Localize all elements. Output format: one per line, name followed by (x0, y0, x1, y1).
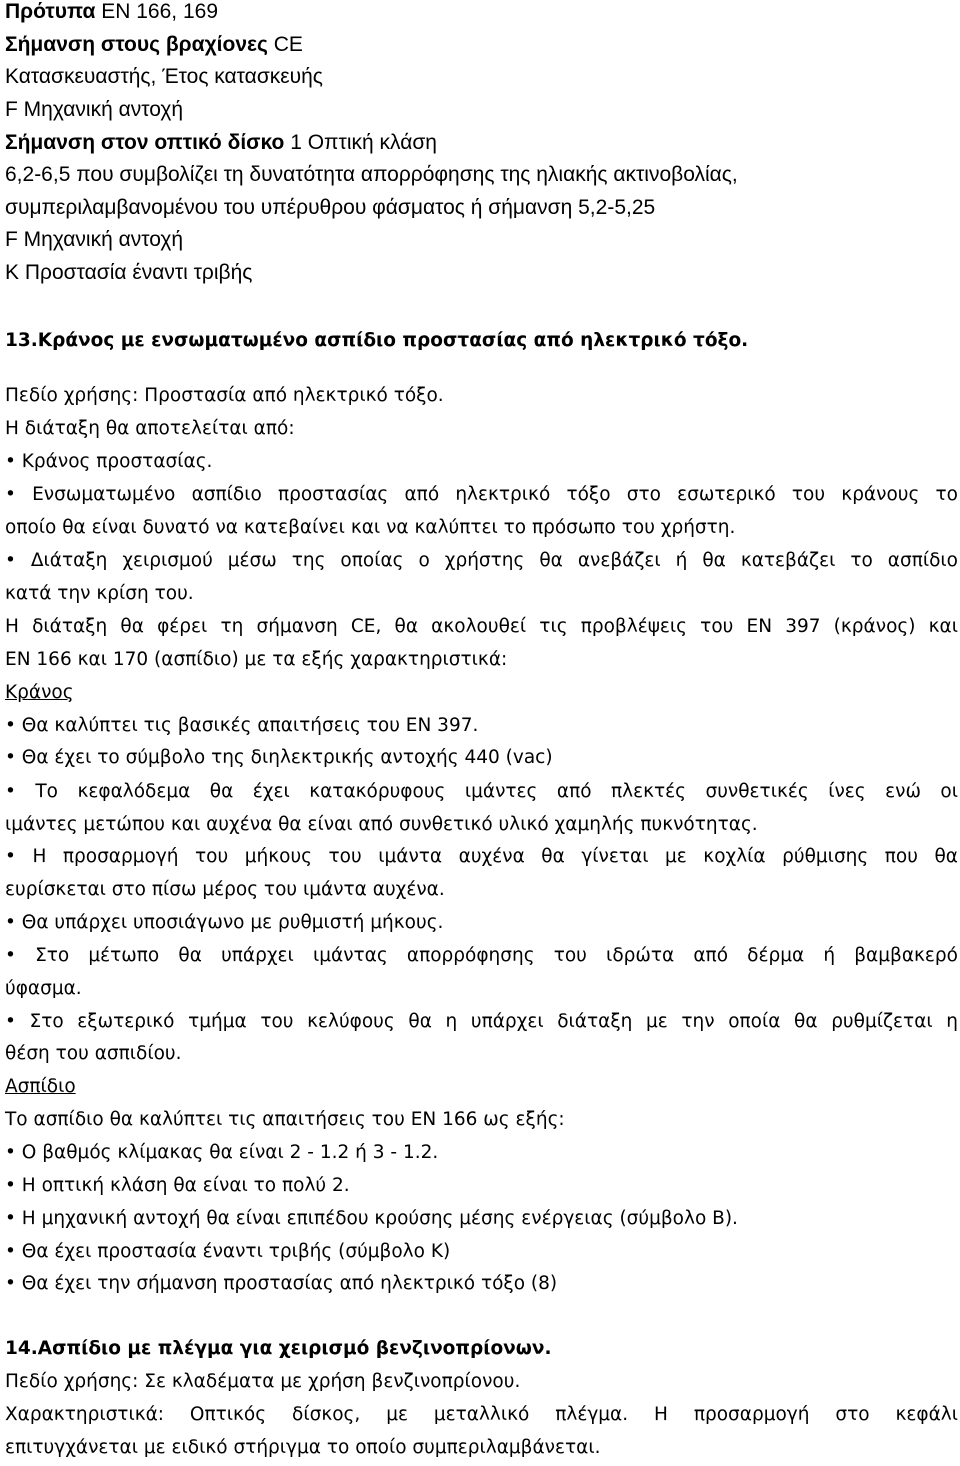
section-13-title: 13.Κράνος με ενσωματωμένο ασπίδιο προστασίας από ηλεκτρικό τόξο. (5, 330, 749, 351)
list-item-continuation: θέση του ασπιδίου. (5, 1043, 182, 1064)
list-item: • Θα έχει προστασία έναντι τριβής (σύμβολο K) (5, 1241, 451, 1262)
list-item: • Η μηχανική αντοχή θα είναι επιπέδου κρούσης μέσης ενέργειας (σύμβολο B). (5, 1208, 738, 1229)
list-item: • Ενσωματωμένο ασπίδιο προστασίας από ηλεκτρικό τόξο στο εσωτερικό του κράνους το (5, 484, 958, 505)
list-item: • Στο μέτωπο θα υπάρχει ιμάντας απορρόφησης του ιδρώτα από δέρμα ή βαμβακερό (5, 945, 958, 966)
arm-marking-line (5, 29, 303, 62)
list-item: • Στο εξωτερικό τμήμα του κελύφους θα η υπάρχει διάταξη με την οποία θα ρυθμίζεται η (5, 1011, 958, 1032)
list-item: • Η προσαρμογή του μήκους του ιμάντα αυχένα θα γίνεται με κοχλία ρύθμισης που θα (5, 846, 958, 867)
abrasion-line: K Προστασία έναντι τριβής (5, 261, 253, 284)
shield-heading: Ασπίδιο (5, 1076, 76, 1097)
list-item: • Θα καλύπτει τις βασικές απαιτήσεις του EN 397. (5, 715, 479, 736)
section-14-title: 14.Ασπίδιο με πλέγμα για χειρισμό βενζινοπρίονων. (5, 1338, 552, 1359)
uv-line-1: 6,2-6,5 που συμβολίζει τη δυνατότητα απορρόφησης της ηλιακής ακτινοβολίας, (5, 163, 738, 186)
lens-marking-line (5, 127, 437, 160)
arm-marking-value: CE (267, 33, 303, 56)
standards-label: Πρότυπα (5, 0, 96, 23)
list-item: • Κράνος προστασίας. (5, 451, 213, 472)
standards-value: EN 166, 169 (95, 0, 218, 23)
section-14-features: Χαρακτηριστικά: Οπτικός δίσκος, με μεταλλικό πλέγμα. Η προσαρμογή στο κεφάλι (5, 1404, 958, 1425)
list-item: • Ο βαθμός κλίμακας θα είναι 2 - 1.2 ή 3 - 1.2. (5, 1142, 439, 1163)
list-item-continuation: ιμάντες μετώπου και αυχένα θα είναι από συνθετικό υλικό χαμηλής πυκνότητας. (5, 814, 758, 835)
list-item-continuation: ευρίσκεται στο πίσω μέρος του ιμάντα αυχένα. (5, 879, 445, 900)
mechanical-strength-line-2: F Μηχανική αντοχή (5, 228, 184, 251)
list-item-continuation: οποίο θα είναι δυνατό να κατεβαίνει και να καλύπτει το πρόσωπο του χρήστη. (5, 517, 736, 538)
list-item-continuation: ύφασμα. (5, 978, 82, 999)
uv-line-2: συμπεριλαμβανομένου του υπέρυθρου φάσματος ή σήμανση 5,2-5,25 (5, 196, 656, 219)
list-item: • Το κεφαλόδεμα θα έχει κατακόρυφους ιμάντες από πλεκτές συνθετικές ίνες ενώ οι (5, 781, 958, 802)
list-item: • Η οπτική κλάση θα είναι το πολύ 2. (5, 1175, 350, 1196)
ce-marking-line: Η διάταξη θα φέρει τη σήμανση CE, θα ακολουθεί τις προβλέψεις του EN 397 (κράνος) και (5, 616, 958, 637)
lens-marking-value: 1 Οπτική κλάση (284, 131, 437, 154)
arm-marking-label: Σήμανση στους βραχίονες (5, 33, 268, 56)
list-item: • Θα έχει το σύμβολο της διηλεκτρικής αντοχής 440 (vac) (5, 747, 553, 768)
section-14-features-continuation: επιτυγχάνεται με ειδικό στήριγμα το οποίο συμπεριλαμβάνεται. (5, 1437, 601, 1458)
list-item: • Θα υπάρχει υποσιάγωνο με ρυθμιστή μήκους. (5, 912, 444, 933)
manufacturer-line: Κατασκευαστής, Έτος κατασκευής (5, 65, 323, 88)
section-13-usage: Πεδίο χρήσης: Προστασία από ηλεκτρικό τόξο. (5, 385, 444, 406)
helmet-heading: Κράνος (5, 682, 74, 703)
standards-line (5, 0, 218, 29)
list-item: • Διάταξη χειρισμού μέσω της οποίας ο χρήστης θα ανεβάζει ή θα κατεβάζει το ασπίδιο (5, 550, 958, 571)
mechanical-strength-line: F Μηχανική αντοχή (5, 98, 184, 121)
ce-marking-line-continuation: EN 166 και 170 (ασπίδιο) με τα εξής χαρακτηριστικά: (5, 649, 508, 670)
lens-marking-label: Σήμανση στον οπτικό δίσκο (5, 131, 285, 154)
section-13-composition-intro: Η διάταξη θα αποτελείται από: (5, 418, 295, 439)
section-14-usage: Πεδίο χρήσης: Σε κλαδέματα με χρήση βενζινοπρίονου. (5, 1371, 521, 1392)
list-item: • Θα έχει την σήμανση προστασίας από ηλεκτρικό τόξο (8) (5, 1273, 558, 1294)
list-item-continuation: κατά την κρίση του. (5, 583, 194, 604)
shield-intro: Το ασπίδιο θα καλύπτει τις απαιτήσεις του EN 166 ως εξής: (5, 1109, 565, 1130)
